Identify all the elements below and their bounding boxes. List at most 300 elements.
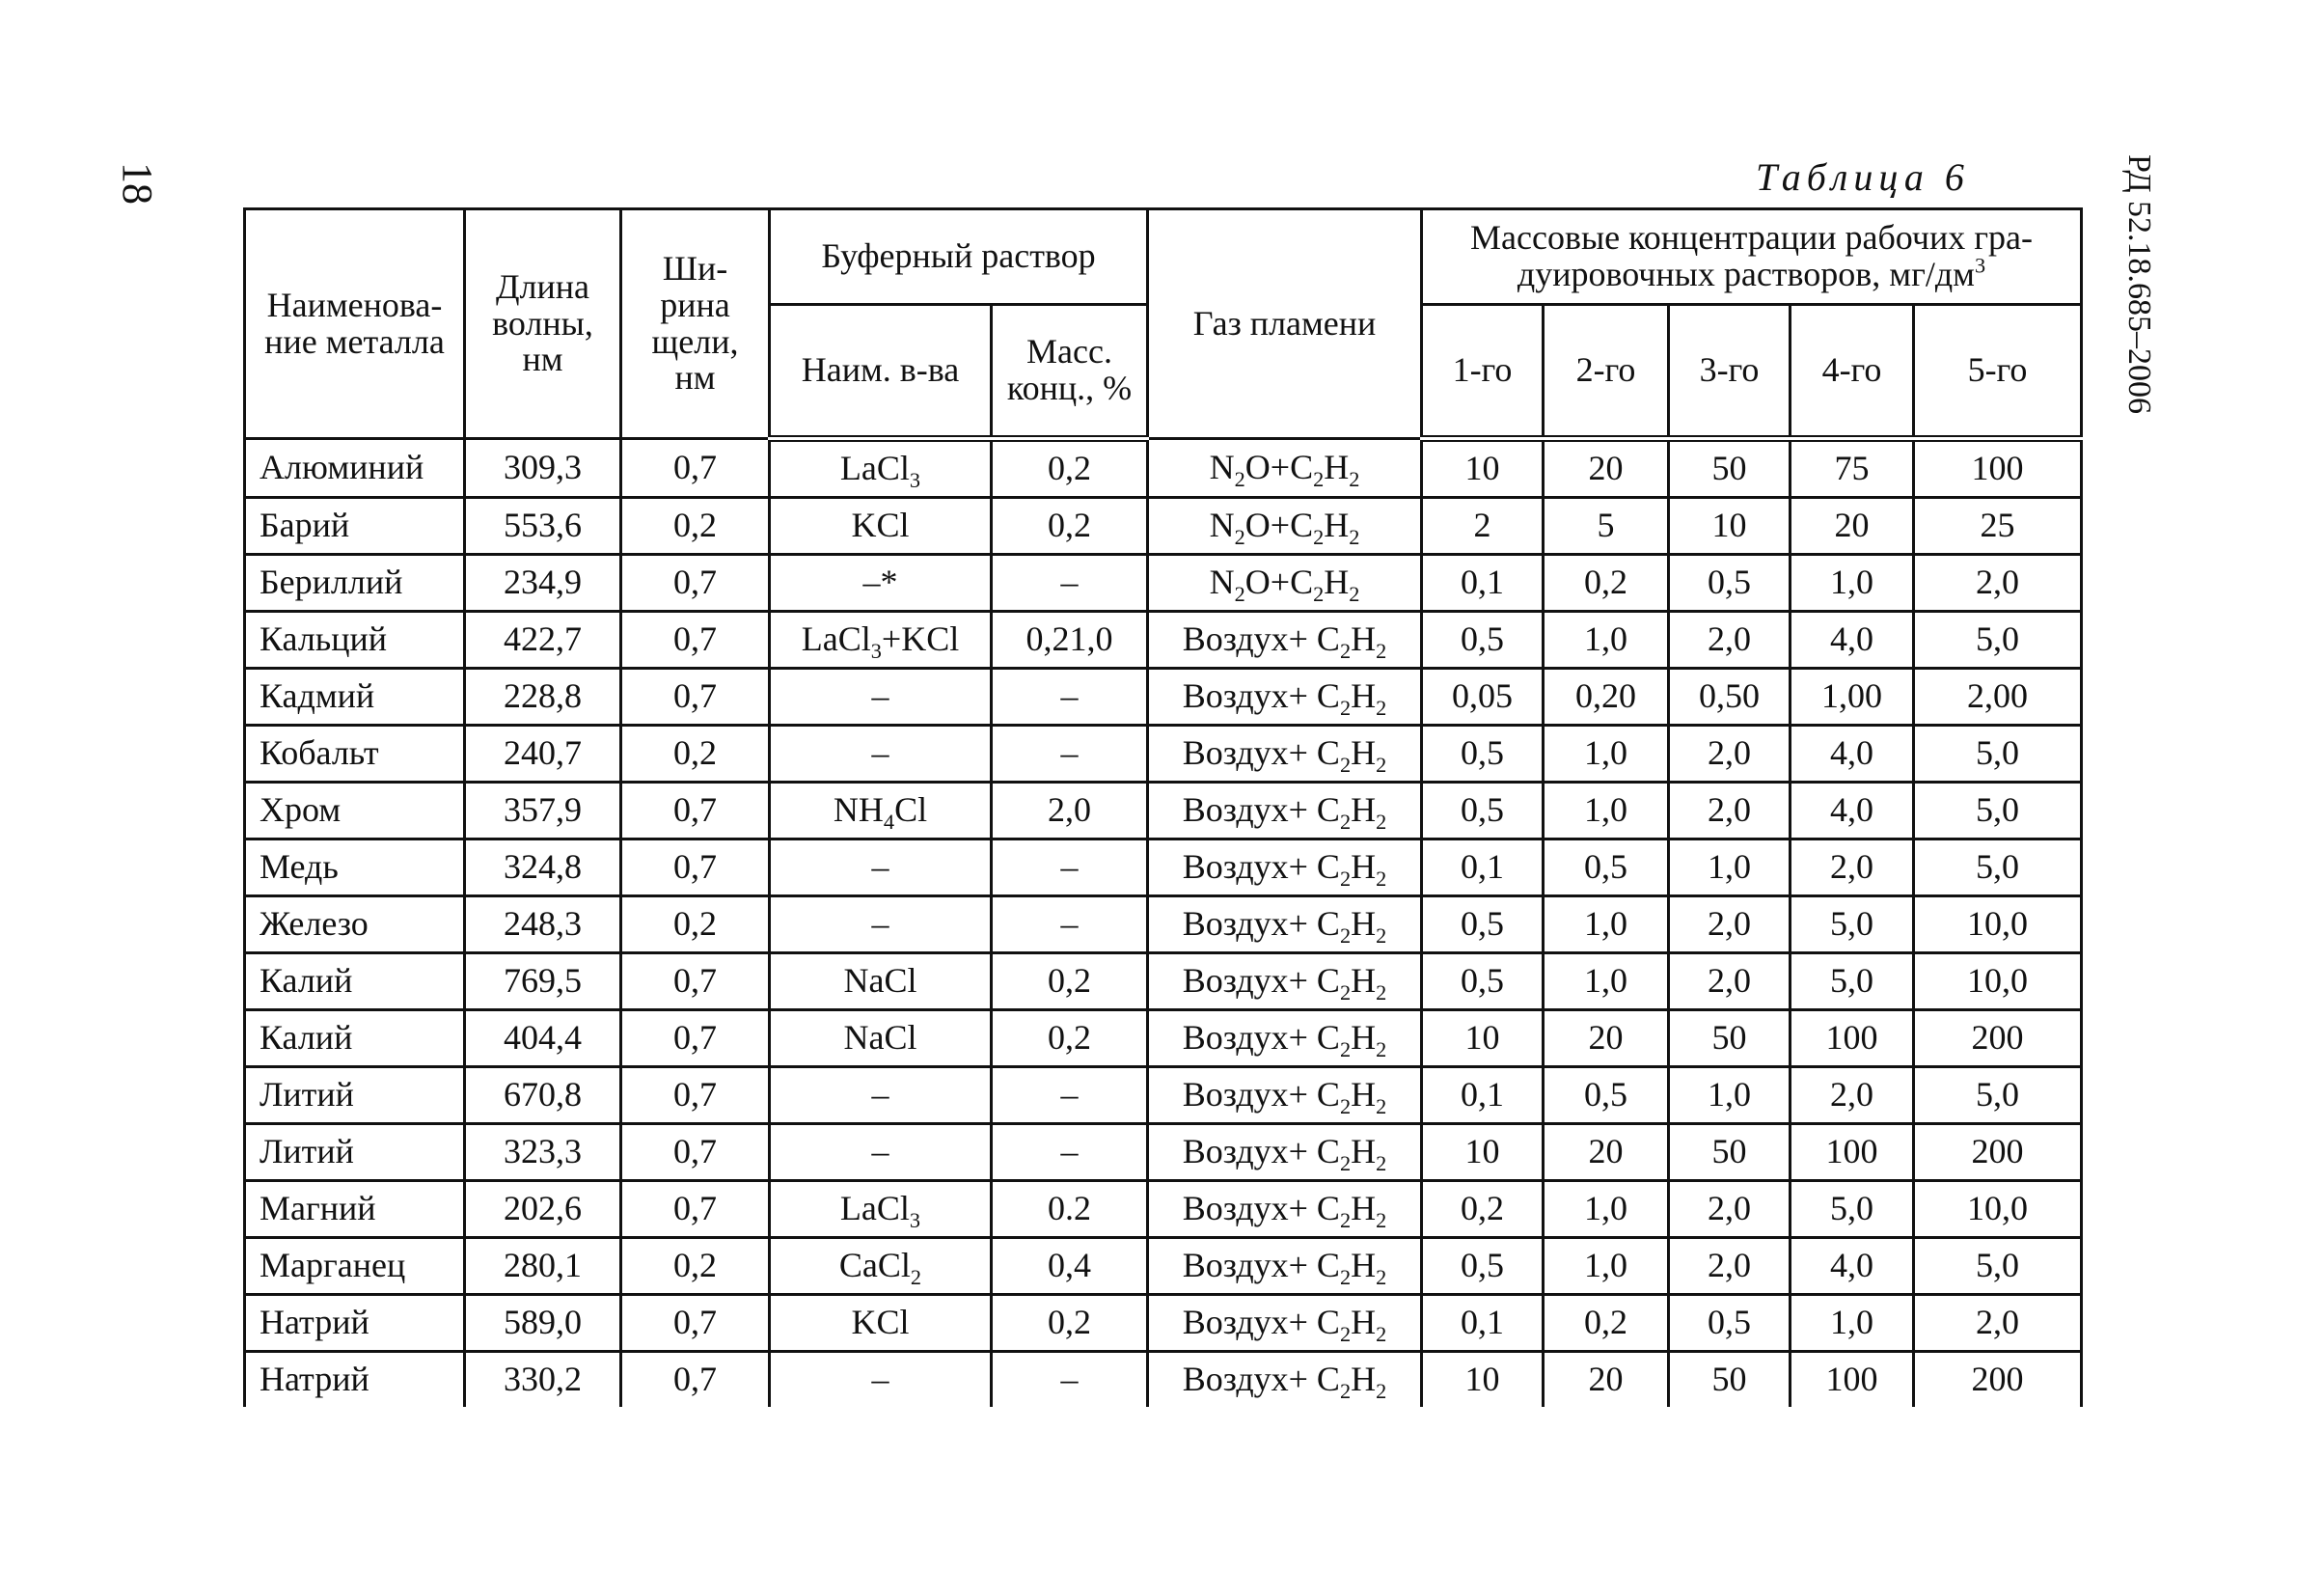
buffer-substance-cell bbox=[770, 498, 992, 555]
gas-formula-subscript: 2 bbox=[1376, 1321, 1387, 1346]
buffer-substance-cell bbox=[770, 1124, 992, 1181]
concentration-3-cell: 0,5 bbox=[1669, 1295, 1791, 1352]
buffer-formula-text: – bbox=[871, 1075, 889, 1114]
gas-formula-subscript: 2 bbox=[1349, 466, 1360, 491]
wavelength-cell: 553,6 bbox=[465, 498, 621, 555]
table-row bbox=[245, 1181, 2082, 1238]
concentration-2-cell: 20 bbox=[1544, 1124, 1669, 1181]
slit-width-cell: 0,7 bbox=[621, 669, 770, 726]
concentration-1-cell: 0,1 bbox=[1422, 555, 1544, 612]
gas-formula-subscript: 2 bbox=[1339, 1150, 1352, 1175]
header-wavelength: Длина волны, нм bbox=[465, 209, 621, 439]
concentration-1-cell: 10 bbox=[1422, 439, 1544, 498]
gas-formula-subscript: 2 bbox=[1376, 752, 1387, 777]
gas-formula-subscript: 2 bbox=[1376, 1264, 1387, 1289]
gas-formula-subscript: 2 bbox=[1339, 922, 1352, 948]
slit-width-cell: 0,7 bbox=[621, 783, 770, 839]
metal-name-cell: Железо bbox=[245, 896, 465, 953]
flame-gas-cell bbox=[1148, 669, 1422, 726]
buffer-substance-cell bbox=[770, 896, 992, 953]
gas-formula-subscript: 2 bbox=[1339, 638, 1352, 663]
concentration-1-cell: 0,5 bbox=[1422, 953, 1544, 1010]
flame-gas-cell bbox=[1148, 1181, 1422, 1238]
buffer-substance-cell bbox=[770, 953, 992, 1010]
gas-formula-text: Воздух+ C bbox=[1182, 847, 1340, 887]
concentration-5-cell: 100 bbox=[1914, 439, 2082, 498]
gas-formula-subscript: 2 bbox=[1313, 581, 1325, 606]
concentration-3-cell: 2,0 bbox=[1669, 1181, 1791, 1238]
gas-formula-text: H bbox=[1324, 506, 1350, 545]
table-row bbox=[245, 839, 2082, 896]
concentration-3-cell: 2,0 bbox=[1669, 726, 1791, 783]
header-conc-5: 5-го bbox=[1914, 305, 2082, 439]
concentration-4-cell: 4,0 bbox=[1791, 726, 1914, 783]
concentration-5-cell: 10,0 bbox=[1914, 953, 2082, 1010]
flame-gas-cell bbox=[1148, 498, 1422, 555]
flame-gas-cell bbox=[1148, 1010, 1422, 1067]
gas-formula-subscript: 2 bbox=[1376, 866, 1387, 891]
flame-gas-cell bbox=[1148, 896, 1422, 953]
concentration-1-cell: 0,05 bbox=[1422, 669, 1544, 726]
metal-name-cell: Алюминий bbox=[245, 439, 465, 498]
buffer-concentration-cell: 2,0 bbox=[992, 783, 1148, 839]
header-buffer-concentration: Масс. конц., % bbox=[992, 305, 1148, 439]
buffer-substance-cell bbox=[770, 555, 992, 612]
slit-width-cell: 0,2 bbox=[621, 1238, 770, 1295]
concentration-2-cell: 1,0 bbox=[1544, 726, 1669, 783]
gas-formula-text: H bbox=[1351, 961, 1377, 1001]
buffer-concentration-cell: – bbox=[992, 669, 1148, 726]
buffer-concentration-cell: 0,2 bbox=[992, 439, 1148, 498]
wavelength-cell: 234,9 bbox=[465, 555, 621, 612]
flame-gas-cell bbox=[1148, 555, 1422, 612]
buffer-substance-cell bbox=[770, 1010, 992, 1067]
buffer-formula-text: LaCl bbox=[839, 1189, 910, 1228]
gas-formula-subscript: 2 bbox=[1376, 809, 1387, 834]
header-flame-gas: Газ пламени bbox=[1148, 209, 1422, 439]
metal-name-cell: Хром bbox=[245, 783, 465, 839]
table-row bbox=[245, 726, 2082, 783]
gas-formula-text: O+C bbox=[1244, 506, 1314, 545]
slit-width-cell: 0,2 bbox=[621, 498, 770, 555]
buffer-formula-text: CaCl bbox=[838, 1246, 911, 1285]
concentration-1-cell: 0,5 bbox=[1422, 896, 1544, 953]
buffer-concentration-cell: – bbox=[992, 1352, 1148, 1408]
buffer-formula-text: NaCl bbox=[843, 1018, 917, 1058]
concentration-4-cell: 5,0 bbox=[1791, 896, 1914, 953]
metal-name-cell: Магний bbox=[245, 1181, 465, 1238]
buffer-formula-text: LaCl bbox=[839, 449, 910, 488]
document-code: РД 52.18.685–2006 bbox=[2121, 154, 2157, 415]
gas-formula-subscript: 2 bbox=[1376, 638, 1387, 663]
buffer-concentration-cell: 0,2 bbox=[992, 1010, 1148, 1067]
concentration-1-cell: 0,1 bbox=[1422, 1295, 1544, 1352]
wavelength-cell: 202,6 bbox=[465, 1181, 621, 1238]
table-row bbox=[245, 1352, 2082, 1408]
flame-gas-cell bbox=[1148, 839, 1422, 896]
buffer-substance-cell bbox=[770, 1067, 992, 1124]
metals-table bbox=[243, 207, 2083, 1407]
table-row bbox=[245, 669, 2082, 726]
buffer-concentration-cell: – bbox=[992, 839, 1148, 896]
buffer-formula-text: +KCl bbox=[881, 619, 960, 659]
gas-formula-text: H bbox=[1351, 1132, 1377, 1171]
flame-gas-cell bbox=[1148, 1352, 1422, 1408]
wavelength-cell: 323,3 bbox=[465, 1124, 621, 1181]
concentration-3-cell: 50 bbox=[1669, 439, 1791, 498]
buffer-formula-text: –* bbox=[862, 563, 898, 602]
concentration-1-cell: 0,5 bbox=[1422, 1238, 1544, 1295]
table-row bbox=[245, 1238, 2082, 1295]
concentration-2-cell: 5 bbox=[1544, 498, 1669, 555]
flame-gas-cell bbox=[1148, 783, 1422, 839]
slit-width-cell: 0,7 bbox=[621, 953, 770, 1010]
concentration-4-cell: 100 bbox=[1791, 1352, 1914, 1408]
concentration-2-cell: 0,2 bbox=[1544, 1295, 1669, 1352]
gas-formula-subscript: 2 bbox=[1376, 1150, 1387, 1175]
slit-width-cell: 0,7 bbox=[621, 839, 770, 896]
gas-formula-subscript: 2 bbox=[1376, 1036, 1387, 1061]
buffer-formula-text: Cl bbox=[894, 790, 928, 830]
gas-formula-subscript: 2 bbox=[1313, 466, 1325, 491]
concentration-4-cell: 5,0 bbox=[1791, 1181, 1914, 1238]
buffer-formula-text: – bbox=[871, 904, 889, 944]
gas-formula-text: Воздух+ C bbox=[1182, 676, 1340, 716]
concentration-5-cell: 10,0 bbox=[1914, 896, 2082, 953]
metal-name-cell: Калий bbox=[245, 953, 465, 1010]
concentration-4-cell: 5,0 bbox=[1791, 953, 1914, 1010]
header-metal: Наименова- ние металла bbox=[245, 209, 465, 439]
concentration-5-cell: 5,0 bbox=[1914, 839, 2082, 896]
wavelength-cell: 330,2 bbox=[465, 1352, 621, 1408]
header-concentrations-text: Массовые концентрации рабочих гра- дуировочных растворов, мг/дм bbox=[1470, 218, 2033, 293]
gas-formula-subscript: 2 bbox=[1339, 1093, 1352, 1118]
gas-formula-subscript: 2 bbox=[1339, 1264, 1352, 1289]
gas-formula-text: H bbox=[1351, 1246, 1377, 1285]
table-body bbox=[245, 439, 2082, 1408]
slit-width-cell: 0,7 bbox=[621, 1067, 770, 1124]
concentration-3-cell: 1,0 bbox=[1669, 1067, 1791, 1124]
buffer-formula-text: LaCl bbox=[801, 619, 871, 659]
gas-formula-text: O+C bbox=[1244, 563, 1314, 602]
buffer-substance-cell bbox=[770, 1352, 992, 1408]
concentration-3-cell: 2,0 bbox=[1669, 612, 1791, 669]
buffer-substance-cell bbox=[770, 612, 992, 669]
buffer-formula-text: – bbox=[871, 1132, 889, 1171]
gas-formula-subscript: 2 bbox=[1339, 1321, 1352, 1346]
gas-formula-text: H bbox=[1351, 1075, 1377, 1114]
buffer-formula-text: – bbox=[871, 676, 889, 716]
flame-gas-cell bbox=[1148, 439, 1422, 498]
metal-name-cell: Бериллий bbox=[245, 555, 465, 612]
gas-formula-text: H bbox=[1351, 790, 1377, 830]
wavelength-cell: 324,8 bbox=[465, 839, 621, 896]
metal-name-cell: Медь bbox=[245, 839, 465, 896]
buffer-formula-text: – bbox=[871, 733, 889, 773]
wavelength-cell: 589,0 bbox=[465, 1295, 621, 1352]
concentration-3-cell: 50 bbox=[1669, 1124, 1791, 1181]
gas-formula-text: H bbox=[1351, 676, 1377, 716]
concentration-1-cell: 10 bbox=[1422, 1124, 1544, 1181]
wavelength-cell: 357,9 bbox=[465, 783, 621, 839]
concentration-4-cell: 1,0 bbox=[1791, 555, 1914, 612]
slit-width-cell: 0,7 bbox=[621, 612, 770, 669]
gas-formula-text: Воздух+ C bbox=[1182, 961, 1340, 1001]
concentration-4-cell: 2,0 bbox=[1791, 1067, 1914, 1124]
metal-name-cell: Калий bbox=[245, 1010, 465, 1067]
gas-formula-text: Воздух+ C bbox=[1182, 1246, 1340, 1285]
metal-name-cell: Кадмий bbox=[245, 669, 465, 726]
header-buffer-name: Наим. в-ва bbox=[770, 305, 992, 439]
concentration-5-cell: 200 bbox=[1914, 1124, 2082, 1181]
table-row bbox=[245, 896, 2082, 953]
buffer-concentration-cell: 0,4 bbox=[992, 1238, 1148, 1295]
wavelength-cell: 248,3 bbox=[465, 896, 621, 953]
gas-formula-text: H bbox=[1324, 448, 1350, 487]
slit-width-cell: 0,7 bbox=[621, 1124, 770, 1181]
concentration-3-cell: 2,0 bbox=[1669, 896, 1791, 953]
buffer-formula-subscript: 3 bbox=[909, 1207, 921, 1232]
concentration-5-cell: 200 bbox=[1914, 1352, 2082, 1408]
buffer-formula-subscript: 4 bbox=[883, 809, 895, 834]
concentration-3-cell: 50 bbox=[1669, 1010, 1791, 1067]
gas-formula-subscript: 2 bbox=[1376, 979, 1387, 1004]
buffer-formula-text: KCl bbox=[851, 1303, 910, 1342]
header-slit-width: Ши- рина щели, нм bbox=[621, 209, 770, 439]
buffer-substance-cell bbox=[770, 839, 992, 896]
concentration-5-cell: 2,0 bbox=[1914, 1295, 2082, 1352]
buffer-concentration-cell: 0,2 bbox=[992, 498, 1148, 555]
concentration-4-cell: 75 bbox=[1791, 439, 1914, 498]
concentration-5-cell: 5,0 bbox=[1914, 1067, 2082, 1124]
wavelength-cell: 422,7 bbox=[465, 612, 621, 669]
concentration-4-cell: 100 bbox=[1791, 1010, 1914, 1067]
table-row bbox=[245, 953, 2082, 1010]
flame-gas-cell bbox=[1148, 1067, 1422, 1124]
buffer-formula-subscript: 2 bbox=[910, 1264, 922, 1289]
gas-formula-text: O+C bbox=[1244, 448, 1314, 487]
slit-width-cell: 0,7 bbox=[621, 555, 770, 612]
page-number: 18 bbox=[114, 162, 161, 205]
gas-formula-subscript: 2 bbox=[1349, 581, 1360, 606]
concentration-5-cell: 2,0 bbox=[1914, 555, 2082, 612]
concentration-2-cell: 1,0 bbox=[1544, 612, 1669, 669]
slit-width-cell: 0,2 bbox=[621, 726, 770, 783]
gas-formula-subscript: 2 bbox=[1376, 1093, 1387, 1118]
concentration-2-cell: 1,0 bbox=[1544, 783, 1669, 839]
slit-width-cell: 0,2 bbox=[621, 896, 770, 953]
gas-formula-subscript: 2 bbox=[1376, 1207, 1387, 1232]
wavelength-cell: 228,8 bbox=[465, 669, 621, 726]
gas-formula-text: H bbox=[1351, 847, 1377, 887]
gas-formula-text: H bbox=[1351, 1360, 1377, 1399]
gas-formula-text: H bbox=[1351, 1018, 1377, 1058]
table-caption: Таблица 6 bbox=[1756, 155, 1970, 199]
concentration-2-cell: 0,5 bbox=[1544, 1067, 1669, 1124]
concentration-3-cell: 2,0 bbox=[1669, 953, 1791, 1010]
flame-gas-cell bbox=[1148, 1295, 1422, 1352]
flame-gas-cell bbox=[1148, 1238, 1422, 1295]
buffer-formula-text: KCl bbox=[851, 506, 910, 545]
gas-formula-text: H bbox=[1351, 1303, 1377, 1342]
header-concentrations bbox=[1422, 209, 2082, 305]
gas-formula-text: Воздух+ C bbox=[1182, 619, 1340, 659]
wavelength-cell: 240,7 bbox=[465, 726, 621, 783]
gas-formula-subscript: 2 bbox=[1234, 524, 1245, 549]
metal-name-cell: Литий bbox=[245, 1067, 465, 1124]
concentration-1-cell: 0,2 bbox=[1422, 1181, 1544, 1238]
concentration-4-cell: 1,0 bbox=[1791, 1295, 1914, 1352]
buffer-concentration-cell: – bbox=[992, 555, 1148, 612]
gas-formula-text: Воздух+ C bbox=[1182, 1303, 1340, 1342]
concentration-1-cell: 2 bbox=[1422, 498, 1544, 555]
header-conc-4: 4-го bbox=[1791, 305, 1914, 439]
concentration-1-cell: 10 bbox=[1422, 1010, 1544, 1067]
gas-formula-subscript: 2 bbox=[1339, 1207, 1352, 1232]
concentration-2-cell: 1,0 bbox=[1544, 896, 1669, 953]
gas-formula-subscript: 2 bbox=[1339, 866, 1352, 891]
concentration-1-cell: 0,5 bbox=[1422, 783, 1544, 839]
buffer-substance-cell bbox=[770, 783, 992, 839]
gas-formula-text: Воздух+ C bbox=[1182, 1075, 1340, 1114]
buffer-concentration-cell: – bbox=[992, 726, 1148, 783]
gas-formula-text: H bbox=[1351, 904, 1377, 944]
table-row bbox=[245, 439, 2082, 498]
metal-name-cell: Литий bbox=[245, 1124, 465, 1181]
concentration-1-cell: 0,1 bbox=[1422, 839, 1544, 896]
buffer-concentration-cell: – bbox=[992, 896, 1148, 953]
wavelength-cell: 280,1 bbox=[465, 1238, 621, 1295]
buffer-substance-cell bbox=[770, 1238, 992, 1295]
concentration-1-cell: 0,5 bbox=[1422, 612, 1544, 669]
gas-formula-subscript: 2 bbox=[1339, 809, 1352, 834]
concentration-3-cell: 2,0 bbox=[1669, 783, 1791, 839]
gas-formula-text: H bbox=[1351, 619, 1377, 659]
buffer-substance-cell bbox=[770, 669, 992, 726]
gas-formula-text: N bbox=[1209, 506, 1235, 545]
slit-width-cell: 0,7 bbox=[621, 439, 770, 498]
gas-formula-text: H bbox=[1351, 1189, 1377, 1228]
concentration-2-cell: 1,0 bbox=[1544, 953, 1669, 1010]
metal-name-cell: Натрий bbox=[245, 1352, 465, 1408]
header-buffer-solution: Буферный раствор bbox=[770, 209, 1148, 305]
concentration-5-cell: 5,0 bbox=[1914, 783, 2082, 839]
concentration-1-cell: 0,1 bbox=[1422, 1067, 1544, 1124]
gas-formula-text: Воздух+ C bbox=[1182, 733, 1340, 773]
flame-gas-cell bbox=[1148, 726, 1422, 783]
concentration-4-cell: 4,0 bbox=[1791, 783, 1914, 839]
slit-width-cell: 0,7 bbox=[621, 1010, 770, 1067]
gas-formula-text: Воздух+ C bbox=[1182, 790, 1340, 830]
gas-formula-text: Воздух+ C bbox=[1182, 1018, 1340, 1058]
concentration-5-cell: 10,0 bbox=[1914, 1181, 2082, 1238]
gas-formula-text: Воздух+ C bbox=[1182, 1132, 1340, 1171]
flame-gas-cell bbox=[1148, 1124, 1422, 1181]
metal-name-cell: Кобальт bbox=[245, 726, 465, 783]
flame-gas-cell bbox=[1148, 953, 1422, 1010]
gas-formula-subscript: 2 bbox=[1349, 524, 1360, 549]
gas-formula-text: H bbox=[1324, 563, 1350, 602]
table-row bbox=[245, 1295, 2082, 1352]
table-row bbox=[245, 1124, 2082, 1181]
concentration-2-cell: 20 bbox=[1544, 1352, 1669, 1408]
buffer-concentration-cell: – bbox=[992, 1124, 1148, 1181]
concentration-4-cell: 100 bbox=[1791, 1124, 1914, 1181]
buffer-concentration-cell: – bbox=[992, 1067, 1148, 1124]
concentration-2-cell: 0,20 bbox=[1544, 669, 1669, 726]
concentration-4-cell: 4,0 bbox=[1791, 612, 1914, 669]
table-row bbox=[245, 1010, 2082, 1067]
gas-formula-subscript: 2 bbox=[1376, 922, 1387, 948]
buffer-formula-subscript: 3 bbox=[870, 638, 882, 663]
concentration-4-cell: 4,0 bbox=[1791, 1238, 1914, 1295]
gas-formula-subscript: 2 bbox=[1313, 524, 1325, 549]
concentration-5-cell: 200 bbox=[1914, 1010, 2082, 1067]
gas-formula-text: Воздух+ C bbox=[1182, 904, 1340, 944]
gas-formula-subscript: 2 bbox=[1339, 979, 1352, 1004]
concentration-2-cell: 1,0 bbox=[1544, 1181, 1669, 1238]
wavelength-cell: 769,5 bbox=[465, 953, 621, 1010]
gas-formula-subscript: 2 bbox=[1234, 466, 1245, 491]
concentration-4-cell: 2,0 bbox=[1791, 839, 1914, 896]
slit-width-cell: 0,7 bbox=[621, 1295, 770, 1352]
concentration-5-cell: 5,0 bbox=[1914, 1238, 2082, 1295]
buffer-concentration-cell: 0,21,0 bbox=[992, 612, 1148, 669]
buffer-formula-text: NH bbox=[833, 790, 884, 830]
gas-formula-subscript: 2 bbox=[1339, 752, 1352, 777]
metal-name-cell: Кальций bbox=[245, 612, 465, 669]
concentration-4-cell: 20 bbox=[1791, 498, 1914, 555]
concentration-2-cell: 0,2 bbox=[1544, 555, 1669, 612]
concentration-5-cell: 5,0 bbox=[1914, 726, 2082, 783]
gas-formula-subscript: 2 bbox=[1339, 1036, 1352, 1061]
buffer-formula-text: – bbox=[871, 1360, 889, 1399]
buffer-concentration-cell: 0,2 bbox=[992, 1295, 1148, 1352]
gas-formula-text: Воздух+ C bbox=[1182, 1189, 1340, 1228]
gas-formula-text: N bbox=[1209, 448, 1235, 487]
concentration-1-cell: 10 bbox=[1422, 1352, 1544, 1408]
wavelength-cell: 309,3 bbox=[465, 439, 621, 498]
buffer-concentration-cell: 0.2 bbox=[992, 1181, 1148, 1238]
concentration-1-cell: 0,5 bbox=[1422, 726, 1544, 783]
slit-width-cell: 0,7 bbox=[621, 1181, 770, 1238]
gas-formula-text: Воздух+ C bbox=[1182, 1360, 1340, 1399]
table-row bbox=[245, 612, 2082, 669]
gas-formula-subscript: 2 bbox=[1339, 1378, 1352, 1403]
concentration-2-cell: 20 bbox=[1544, 439, 1669, 498]
header-concentrations-unit-power: 3 bbox=[1974, 253, 1986, 278]
concentration-3-cell: 1,0 bbox=[1669, 839, 1791, 896]
buffer-formula-text: – bbox=[871, 847, 889, 887]
table-row bbox=[245, 783, 2082, 839]
gas-formula-subscript: 2 bbox=[1376, 695, 1387, 720]
concentration-3-cell: 2,0 bbox=[1669, 1238, 1791, 1295]
concentration-3-cell: 0,5 bbox=[1669, 555, 1791, 612]
concentration-2-cell: 0,5 bbox=[1544, 839, 1669, 896]
buffer-substance-cell bbox=[770, 1295, 992, 1352]
gas-formula-text: H bbox=[1351, 733, 1377, 773]
buffer-substance-cell bbox=[770, 439, 992, 498]
header-conc-2: 2-го bbox=[1544, 305, 1669, 439]
concentration-2-cell: 1,0 bbox=[1544, 1238, 1669, 1295]
gas-formula-subscript: 2 bbox=[1234, 581, 1245, 606]
concentration-4-cell: 1,00 bbox=[1791, 669, 1914, 726]
concentration-3-cell: 10 bbox=[1669, 498, 1791, 555]
buffer-concentration-cell: 0,2 bbox=[992, 953, 1148, 1010]
wavelength-cell: 670,8 bbox=[465, 1067, 621, 1124]
concentration-5-cell: 25 bbox=[1914, 498, 2082, 555]
buffer-formula-subscript: 3 bbox=[909, 467, 921, 492]
